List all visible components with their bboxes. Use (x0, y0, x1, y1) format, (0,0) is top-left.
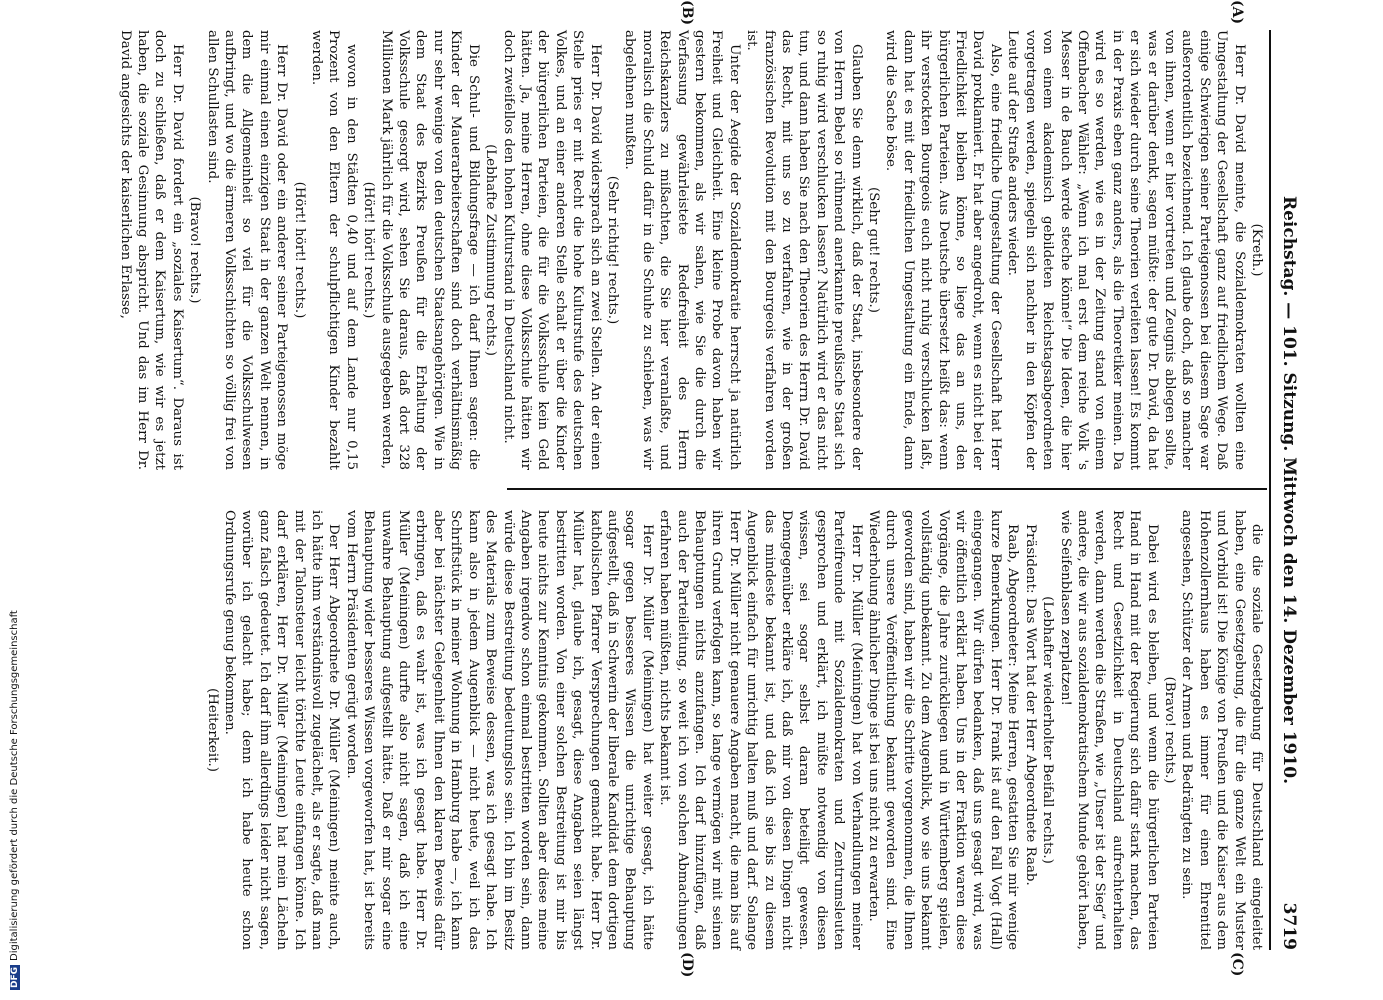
interjection: (Bravo! rechts.) (1161, 676, 1177, 784)
page-number: 3719 (1279, 902, 1299, 950)
paragraph: Herr Dr. Müller (Meiningen) hat von Verhandlungen meiner Parteifreunde mit Sozialdemokraten und Zentrumsleuten gesprochen und erklärt, ich müßte notwendig von diesen wissen, sei sogar selbst daran beteiligt gewesen. Demgegenüber erkläre ich, daß mir von diesen Dingen nicht das mindeste bekannt ist, und daß ich sie bis zu diesem Augenblick einfach für unrichtig halten muß und darf. Solange Herr Dr. Müller nicht genauere Angaben macht, die man bis auf ihren Grund verfolgen kann, so lange vermögen wir mit seinen Behauptungen nichts anzufangen. Ich darf hinzufügen, daß auch der Parteileitung, so weit ich von solchen Abmachungen erfahren haben müßten, nichts bekannt ist. (657, 510, 864, 950)
paragraph: Also, eine friedliche Umgestaltung der Gesellschaft hat Herr David proklamiert. Er hat aber angedroht, wenn es nicht bei der Friedlichkeit bleiben könne, so liege das an uns, den bürgerlichen Parteien. Aus Deutsche übersetzt heißt das: wenn ihr verstockten Bourgeois euch nicht ruhig verschlucken laßt, dann hat es mit der friedlichen Umgestaltung ein Ende, dann wird die Sache böse. (883, 30, 1003, 470)
paragraph: Herr Dr. David meinte, die Sozialdemokraten wollten eine Umgestaltung der Gesellschaft ganz auf friedlichem Wege. Daß einige Schwierigen seiner Parteigenossen bei diesem Sage war außerordentlich bezeichnend. Ich glaube doch, daß so mancher von ihnen, wenn er hier vortreten und Zeugnis ablegen sollte, was er darüber denkt, sagen müßte: der gute Dr. David, da hat er sich wieder durch seine Theorien verleiten lassen! Es kommt in der Praxis eben ganz anders, als die Theoretiker meinen. Da wird es so werden, wie es in der Zeitung stand von einem Offenbacher Wähler: „Wenn ich mal erst dem reiche Volk 's Messer in de Bauch werde steche könne!“ Die Ideen, die hier von einem akademisch gebildeten Reichstagsabgeordneten vorgetragen werden, spiegeln sich nachher in den Köpfen der Leute auf der Straße anders wieder. (1005, 30, 1247, 470)
paragraph: Herr Dr. David widersprach sich an zwei Stellen. An der einen Stelle pries er mit Recht die hohe Kulturstufe des deutschen Volkes, und an einer anderen Stelle schalt er über die Kinder der bürgerlichen Parteien, die für die Volksschule kein Geld hätten. Ja, meine Herren, ohne diese Volksschule hätten wir doch zweifellos den hohen Kulturstand in Deutschland nicht. (500, 30, 603, 470)
paragraph: Glauben Sie denn wirklich, daß der Staat, insbesondere der von Herrn Bebel so rühmend anerkannte preußische Staat sich so ruhig wird verschlucken lassen? Natürlich wird er das nicht tun, und dann haben Sie nach den Theorien des Herrn Dr. David das Recht, mit uns so zu verfahren, wie in der großen französischen Revolution mit den Bourgeois verfahren worden ist. (744, 30, 864, 470)
paragraph: Herr Dr. Müller (Meiningen) hat weiter gesagt, ich hätte sogar gegen besseres Wissen die unrichtige Behauptung aufgestellt, daß in Schwerin der liberale Kandidat dem dortigen katholischen Pfarrer Versprechungen gemacht habe. Herr Dr. Müller hat, glaube ich, gesagt, diese Angaben seien längst bestritten worden. Von einer solchen Bestreitung ist mir bis heute nichts zur Kenntnis gekommen. Sollten aber diese meine Angaben irgendwo schon einmal bestritten worden sein, dann würde diese Bestreitung bedeutungslos sein. Ich bin im Besitz des Materials zum Beweise dessen, was ich gesagt habe. Ich kann also in jedem Augenblick — nicht heute, weil ich das Schriftstück in meiner Wohnung in Hamburg habe —, ich kann aber bei nächster Gelegenheit Ihnen den klaren Beweis dafür erbringen, daß es wahr ist, was ich gesagt habe. Herr Dr. Müller (Meiningen) durfte also nicht sagen, daß ich eine unwahre Behauptung aufgestellt hätte. Daß er mir sogar eine Behauptung wider besseres Wissen vorgeworfen hat, ist bereits vom Herrn Präsidenten gerügt worden. (343, 510, 655, 950)
left-column (116, 30, 1265, 470)
paragraph: die die soziale Gesetzgebung für Deutschland eingeleitet haben, eine Gesetzgebung, die für die ganze Welt ein Muster und Vorbild ist! Die Könige von Preußen und die Kaiser aus dem Hohenzollernhaus haben es immer für einen Ehrentitel angesehen, Schützer der Armen und Bedrängten zu sein. (1179, 510, 1264, 950)
page-header (1275, 30, 1305, 950)
interjection: (Bravo! rechts.) (187, 196, 203, 304)
footer (2, 610, 21, 990)
margin-marker-c: (C) (1229, 952, 1245, 977)
interjection: (Hört! hört! rechts.) (361, 181, 377, 319)
interjection: (Hört! hört! rechts.) (291, 181, 307, 319)
margin-marker-b: (B) (679, 0, 695, 26)
paragraph: Herr Dr. David oder ein anderer seiner Parteigenossen möge mir einmal einen einzigen Staat in der ganzen Welt nennen, in dem die Allgemeinheit so viel für die Volksschulwesen aufbringt, und wo die ärmeren Volksschichten so völlig frei von allen Schullasten sind. (204, 30, 290, 470)
margin-marker-a: (A) (1229, 0, 1245, 25)
paragraph: Unter der Aegide der Sozialdemokratie herrscht ja natürlich Freiheit und Gleichheit. Eine kleine Probe davon haben wir gestern bekommen, als wir sahen, wie Sie die durch die Verfassung gewährleistete Redefreiheit des Herrn Reichskanzlers zu mißachten, die Sie hier veranlaßte, und moralisch die Schuld dafür in die Schuhe zu schieben, was wir abgelehnen mußten. (622, 30, 742, 470)
interjection: (Lebhafte Zustimmung rechts.) (483, 144, 499, 356)
column-divider (507, 488, 1267, 490)
interjection: (Heiterkeit.) (204, 688, 220, 772)
header-title: Reichstag. — 101. Sitzung. Mittwoch den 14. Dezember 1910. (1279, 195, 1299, 785)
paragraph: wovon in den Städten 0,40 und auf dem Lande nur 0,15 Prozent von den Eltern der schulpflichtigen Kinder bezahlt werden. (309, 30, 359, 470)
interjection: (Lebhafter wiederholter Beifall rechts.) (1040, 596, 1056, 864)
paragraph: Dabei wird es bleiben, und wenn die bürgerlichen Parteien Hand in Hand mit der Regierung sich dafür stark machen, das Recht und Gesetzlichkeit in Deutschland aufrechterhalten werden, dann werden die Straßen, wie „Unser ist der Sieg“ und andere, die wir aus sozialdemokratischem Munde gehört haben, wie Seifenblasen zerplatzen! (1057, 510, 1160, 950)
right-column (203, 510, 1265, 950)
paragraph: Raab, Abgeordneter: Meine Herren, gestatten Sie mir wenige kurze Bemerkungen. Herr Dr. Frank ist auf den Fall Vogt (Hall) eingegangen. Wir dürfen bedanken, daß uns gesagt wird, was wir öffentlich erklärt haben. Uns in der Fraktion waren diese Vorgänge, die Jahre zurückliegen und in Württemberg spielen, vollständig unbekannt. Zu dem Augenblick, wo sie uns bekannt geworden sind, haben wir die Schritte vorgenommen, die Ihnen durch unsere Veröffentlichung bekannt geworden sind. Eine Wiederholung ähnlicher Dinge ist bei uns nicht zu erwarten. (866, 510, 1021, 950)
dfg-logo: DFG (10, 966, 20, 988)
paragraph: Präsident: Das Wort hat der Herr Abgeordnete Raab. (1022, 524, 1038, 886)
margin-marker-d: (D) (679, 952, 695, 978)
interjection: (Sehr gut! rechts.) (866, 186, 882, 313)
rotated-scan (15, 0, 1305, 990)
paragraph: Der Herr Abgeordnete Dr. Müller (Meiningen) meinte auch, ich hätte ihm verständnisvoll zugelächelt, als er sagte, daß man mit der Talonsteuer leicht törichte Leute einfangen könne. Ich darf erklären, Herr Dr. Müller (Meiningen) hat mein Lächeln ganz falsch gedeutet. Ich darf ihm allerdings leider nicht sagen, worüber ich gelacht habe; denn ich habe heute schon Ordnungsrufe genug bekommen. (222, 510, 342, 950)
interjection: (Sehr richtig! rechts.) (604, 175, 620, 325)
footer-text: Digitalisierung gefördert durch die Deutsche Forschungsgemeinschaft (9, 610, 20, 961)
header-rule (1269, 30, 1271, 950)
paragraph: Die Schul- und Bildungsfrage — ich darf Ihnen sagen: die Kinder der Mauerarbeiterschaften sind doch verhältnismäßig nur sehr wenige von den deutschen Staatsangehörigen. Wie in dem Staat des Bezirks Preußen für die Erhaltung der Volksschule gesorgt wird, sehen Sie daraus, daß dort 328 Millionen Mark jährlich für die Volksschule ausgegeben werden, (378, 30, 481, 470)
interjection: (Kreth.) (1249, 223, 1264, 277)
paragraph: Herr Dr. David fordert ein „soziales Kaisertum“. Daraus ist doch zu schließen, daß er dem Kaisertum, wie wir es jetzt haben, die soziale Gesinnung abspricht. Und das im Herr Dr. David angesichts der kaiserlichen Erlasse, (117, 30, 185, 470)
